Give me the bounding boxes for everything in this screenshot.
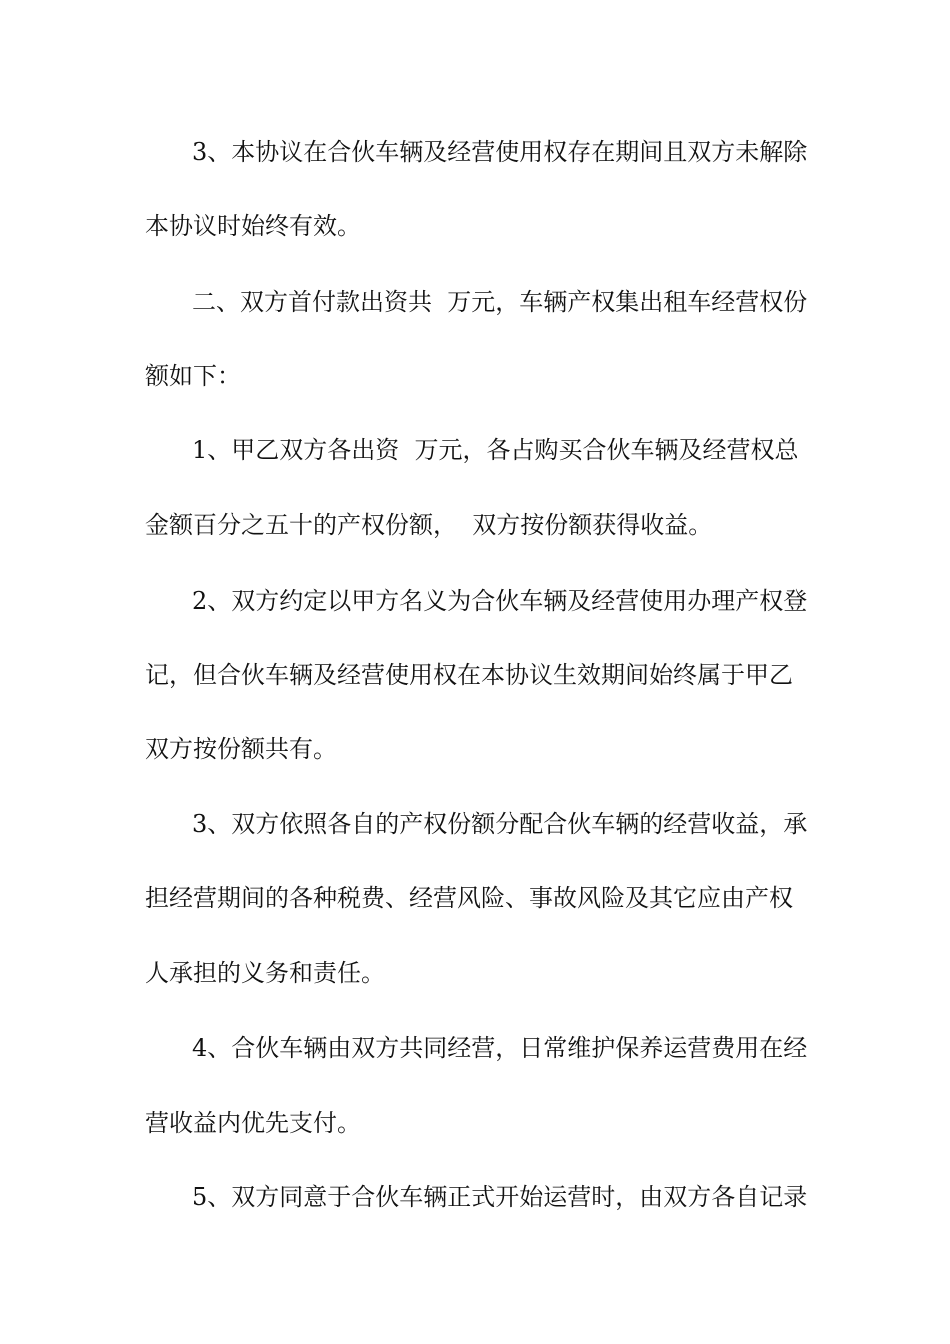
clause-3-line-2: 担经营期间的各种税费、经营风险、事故风险及其它应由产权 <box>145 884 793 912</box>
clause-1-line-2: 金额百分之五十的产权份额， 双方按份额获得收益。 <box>145 511 713 539</box>
clause-3-validity-line-2: 本协议时始终有效。 <box>145 212 361 240</box>
clause-1-line-1: 1、甲乙双方各出资 万元，各占购买合伙车辆及经营权总 <box>192 436 799 464</box>
clause-2-line-1: 2、双方约定以甲方名义为合伙车辆及经营使用办理产权登 <box>192 587 808 615</box>
clause-3-line-3: 人承担的义务和责任。 <box>145 959 385 987</box>
clause-2-line-3: 双方按份额共有。 <box>145 735 337 763</box>
clause-2-line-2: 记，但合伙车辆及经营使用权在本协议生效期间始终属于甲乙 <box>145 661 793 689</box>
clause-4-line-1: 4、合伙车辆由双方共同经营，日常维护保养运营费用在经 <box>192 1034 808 1062</box>
section-2-heading-line-2: 额如下： <box>145 362 241 390</box>
clause-3-line-1: 3、双方依照各自的产权份额分配合伙车辆的经营收益，承 <box>192 810 808 838</box>
clause-5-line-1: 5、双方同意于合伙车辆正式开始运营时，由双方各自记录 <box>192 1183 808 1211</box>
clause-3-validity-line-1: 3、本协议在合伙车辆及经营使用权存在期间且双方未解除 <box>192 138 808 166</box>
clause-4-line-2: 营收益内优先支付。 <box>145 1109 361 1137</box>
section-2-heading-line-1: 二、双方首付款出资共 万元，车辆产权集出租车经营权份 <box>192 288 808 316</box>
